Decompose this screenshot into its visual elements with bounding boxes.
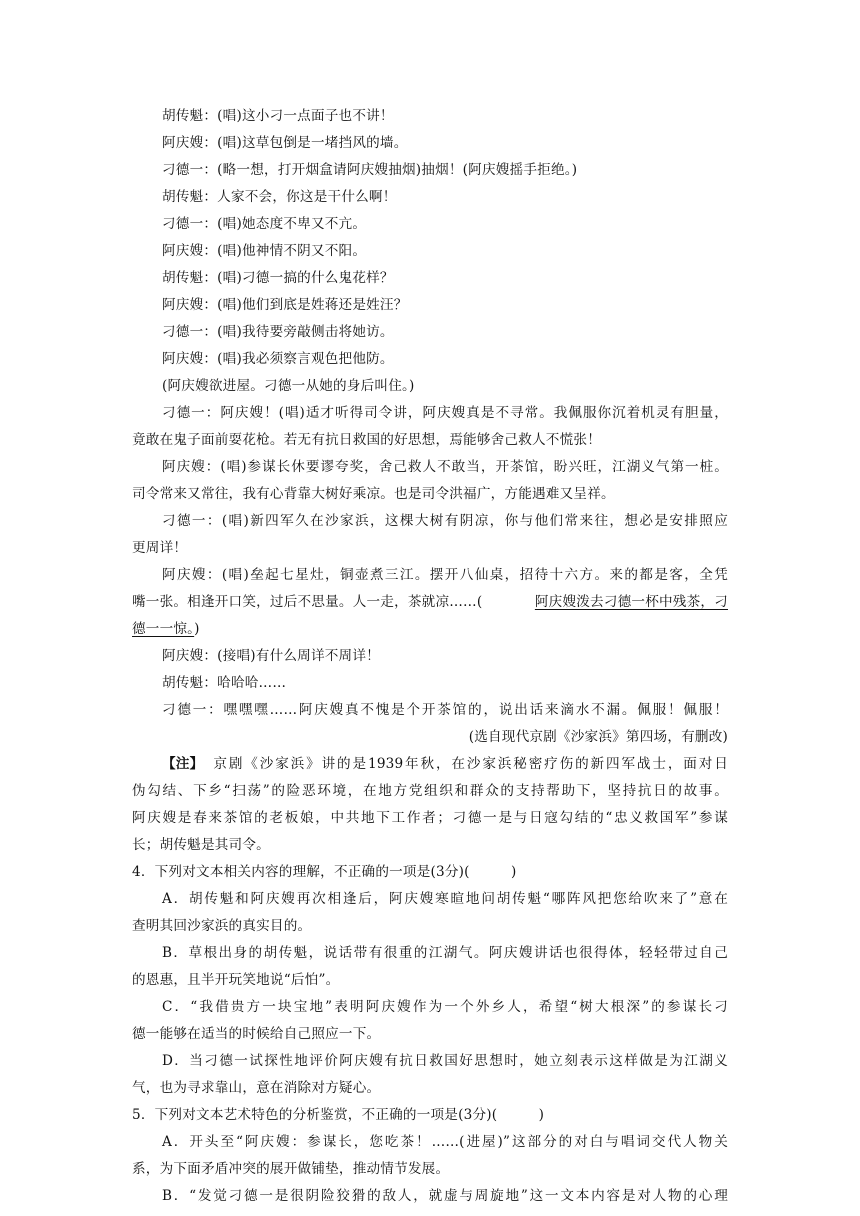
dialogue-line: 阿庆嫂：(唱)这草包倒是一堵挡风的墙。 — [162, 135, 408, 151]
q4-option-a-cont: 查明其回沙家浜的真实目的。 — [132, 918, 312, 934]
dialogue-line: 刁德一：嘿嘿嘿……阿庆嫂真不愧是个开茶馆的，说出话来滴水不漏。佩服！佩服！ — [162, 702, 728, 718]
dialogue-paragraph-line: 竟敢在鬼子面前耍花枪。若无有抗日救国的好思想，焉能够舍己救人不慌张！ — [132, 432, 601, 448]
q4-option-c-cont: 德一能够在适当的时候给自己照应一下。 — [132, 1026, 381, 1042]
q5-option-a: A．开头至“阿庆嫂：参谋长，您吃茶！……(进屋)”这部分的对白与唱词交代人物关 — [162, 1134, 728, 1150]
q4-option-b: B．草根出身的胡传魁，说话带有很重的江湖气。阿庆嫂讲话也很得体，轻轻带过自己 — [162, 945, 728, 961]
dialogue-paragraph-line: 刁德一：(唱)新四军久在沙家浜，这棵大树有阴凉，你与他们常来往，想必是安排照应 — [162, 513, 728, 529]
dialogue-line: 胡传魁：哈哈哈…… — [162, 675, 287, 691]
question-4-stem: 4．下列对文本相关内容的理解，不正确的一项是(3分)( ) — [132, 864, 517, 880]
underlined-stage-direction: 德一一惊。 — [132, 621, 195, 637]
dialogue-text: 嘴一张。相逢开口笑，过后不思量。人一走，茶就凉……( — [132, 594, 483, 610]
dialogue-line: 胡传魁：人家不会，你这是干什么啊！ — [162, 189, 397, 205]
q4-option-c: C．“我借贵方一块宝地”表明阿庆嫂作为一个外乡人，希望“树大根深”的参谋长刁 — [162, 999, 728, 1015]
dialogue-paragraph-line: 阿庆嫂：(唱)参谋长休要谬夸奖，舍己救人不敢当，开茶馆，盼兴旺，江湖义气第一桩。 — [162, 459, 728, 475]
note-line: 阿庆嫂是春来茶馆的老板娘，中共地下工作者；刁德一是与日寇勾结的“忠义救国军”参谋 — [132, 810, 728, 826]
closing-paren: ) — [194, 621, 200, 637]
stage-direction: (阿庆嫂欲进屋。刁德一从她的身后叫住。) — [162, 378, 415, 394]
dialogue-paragraph-line — [132, 592, 728, 612]
dialogue-paragraph-line: 司令常来又常往，我有心背靠大树好乘凉。也是司令洪福广，方能遇难又呈祥。 — [132, 486, 615, 502]
dialogue-line: 刁德一：(略一想，打开烟盒请阿庆嫂抽烟)抽烟！(阿庆嫂摇手拒绝。) — [162, 162, 578, 178]
dialogue-paragraph-line: 刁德一：阿庆嫂！(唱)适才听得司令讲，阿庆嫂真是不寻常。我佩服你沉着机灵有胆量， — [162, 405, 728, 421]
note-line: 长；胡传魁是其司令。 — [132, 837, 270, 853]
dialogue-paragraph-line: 阿庆嫂：(唱)垒起七星灶，铜壶煮三江。摆开八仙桌，招待十六方。来的都是客，全凭 — [162, 567, 728, 583]
dialogue-paragraph-line — [132, 619, 200, 639]
note-text: 京剧《沙家浜》讲的是1939年秋，在沙家浜秘密疗伤的新四军战士，面对日 — [213, 756, 728, 772]
dialogue-line: 刁德一：(唱)她态度不卑又不亢。 — [162, 216, 367, 232]
dialogue-line: 刁德一：(唱)我待要旁敲侧击将她访。 — [162, 324, 394, 340]
note-line: 伪勾结、下乡“扫荡”的险恶环境，在地方党组织和群众的支持帮助下，坚持抗日的故事。 — [132, 783, 728, 799]
note-label: 【注】 — [162, 756, 204, 772]
dialogue-line: 阿庆嫂：(唱)我必须察言观色把他防。 — [162, 351, 394, 367]
note-line — [162, 754, 728, 774]
q4-option-d: D．当刁德一试探性地评价阿庆嫂有抗日救国好思想时，她立刻表示这样做是为江湖义 — [162, 1053, 728, 1069]
dialogue-line: 阿庆嫂：(唱)他们到底是姓蒋还是姓汪？ — [162, 297, 408, 313]
q4-option-b-cont: 的恩惠，且半开玩笑地说“后怕”。 — [132, 972, 340, 988]
question-5-stem: 5．下列对文本艺术特色的分析鉴赏，不正确的一项是(3分)( ) — [132, 1107, 545, 1123]
q5-option-b: B．“发觉刁德一是很阴险狡猾的敌人，就虚与周旋地”这一文本内容是对人物的心理 — [162, 1188, 728, 1204]
source-citation: (选自现代京剧《沙家浜》第四场，有删改) — [468, 729, 728, 745]
dialogue-line: 胡传魁：(唱)这小刁一点面子也不讲！ — [162, 108, 394, 124]
q4-option-a: A．胡传魁和阿庆嫂再次相逢后，阿庆嫂寒暄地问胡传魁“哪阵风把您给吹来了”意在 — [162, 891, 728, 907]
dialogue-line: 胡传魁：(唱)刁德一搞的什么鬼花样？ — [162, 270, 394, 286]
dialogue-line: 阿庆嫂：(接唱)有什么周详不周详！ — [162, 648, 380, 664]
underlined-stage-direction: 阿庆嫂泼去刁德一杯中残茶，刁 — [534, 594, 728, 610]
dialogue-line: 阿庆嫂：(唱)他神情不阴又不阳。 — [162, 243, 367, 259]
q5-option-a-cont: 系，为下面矛盾冲突的展开做铺垫，推动情节发展。 — [132, 1161, 450, 1177]
q4-option-d-cont: 气，也为寻求靠山，意在消除对方疑心。 — [132, 1080, 381, 1096]
dialogue-paragraph-line: 更周详！ — [132, 540, 188, 556]
